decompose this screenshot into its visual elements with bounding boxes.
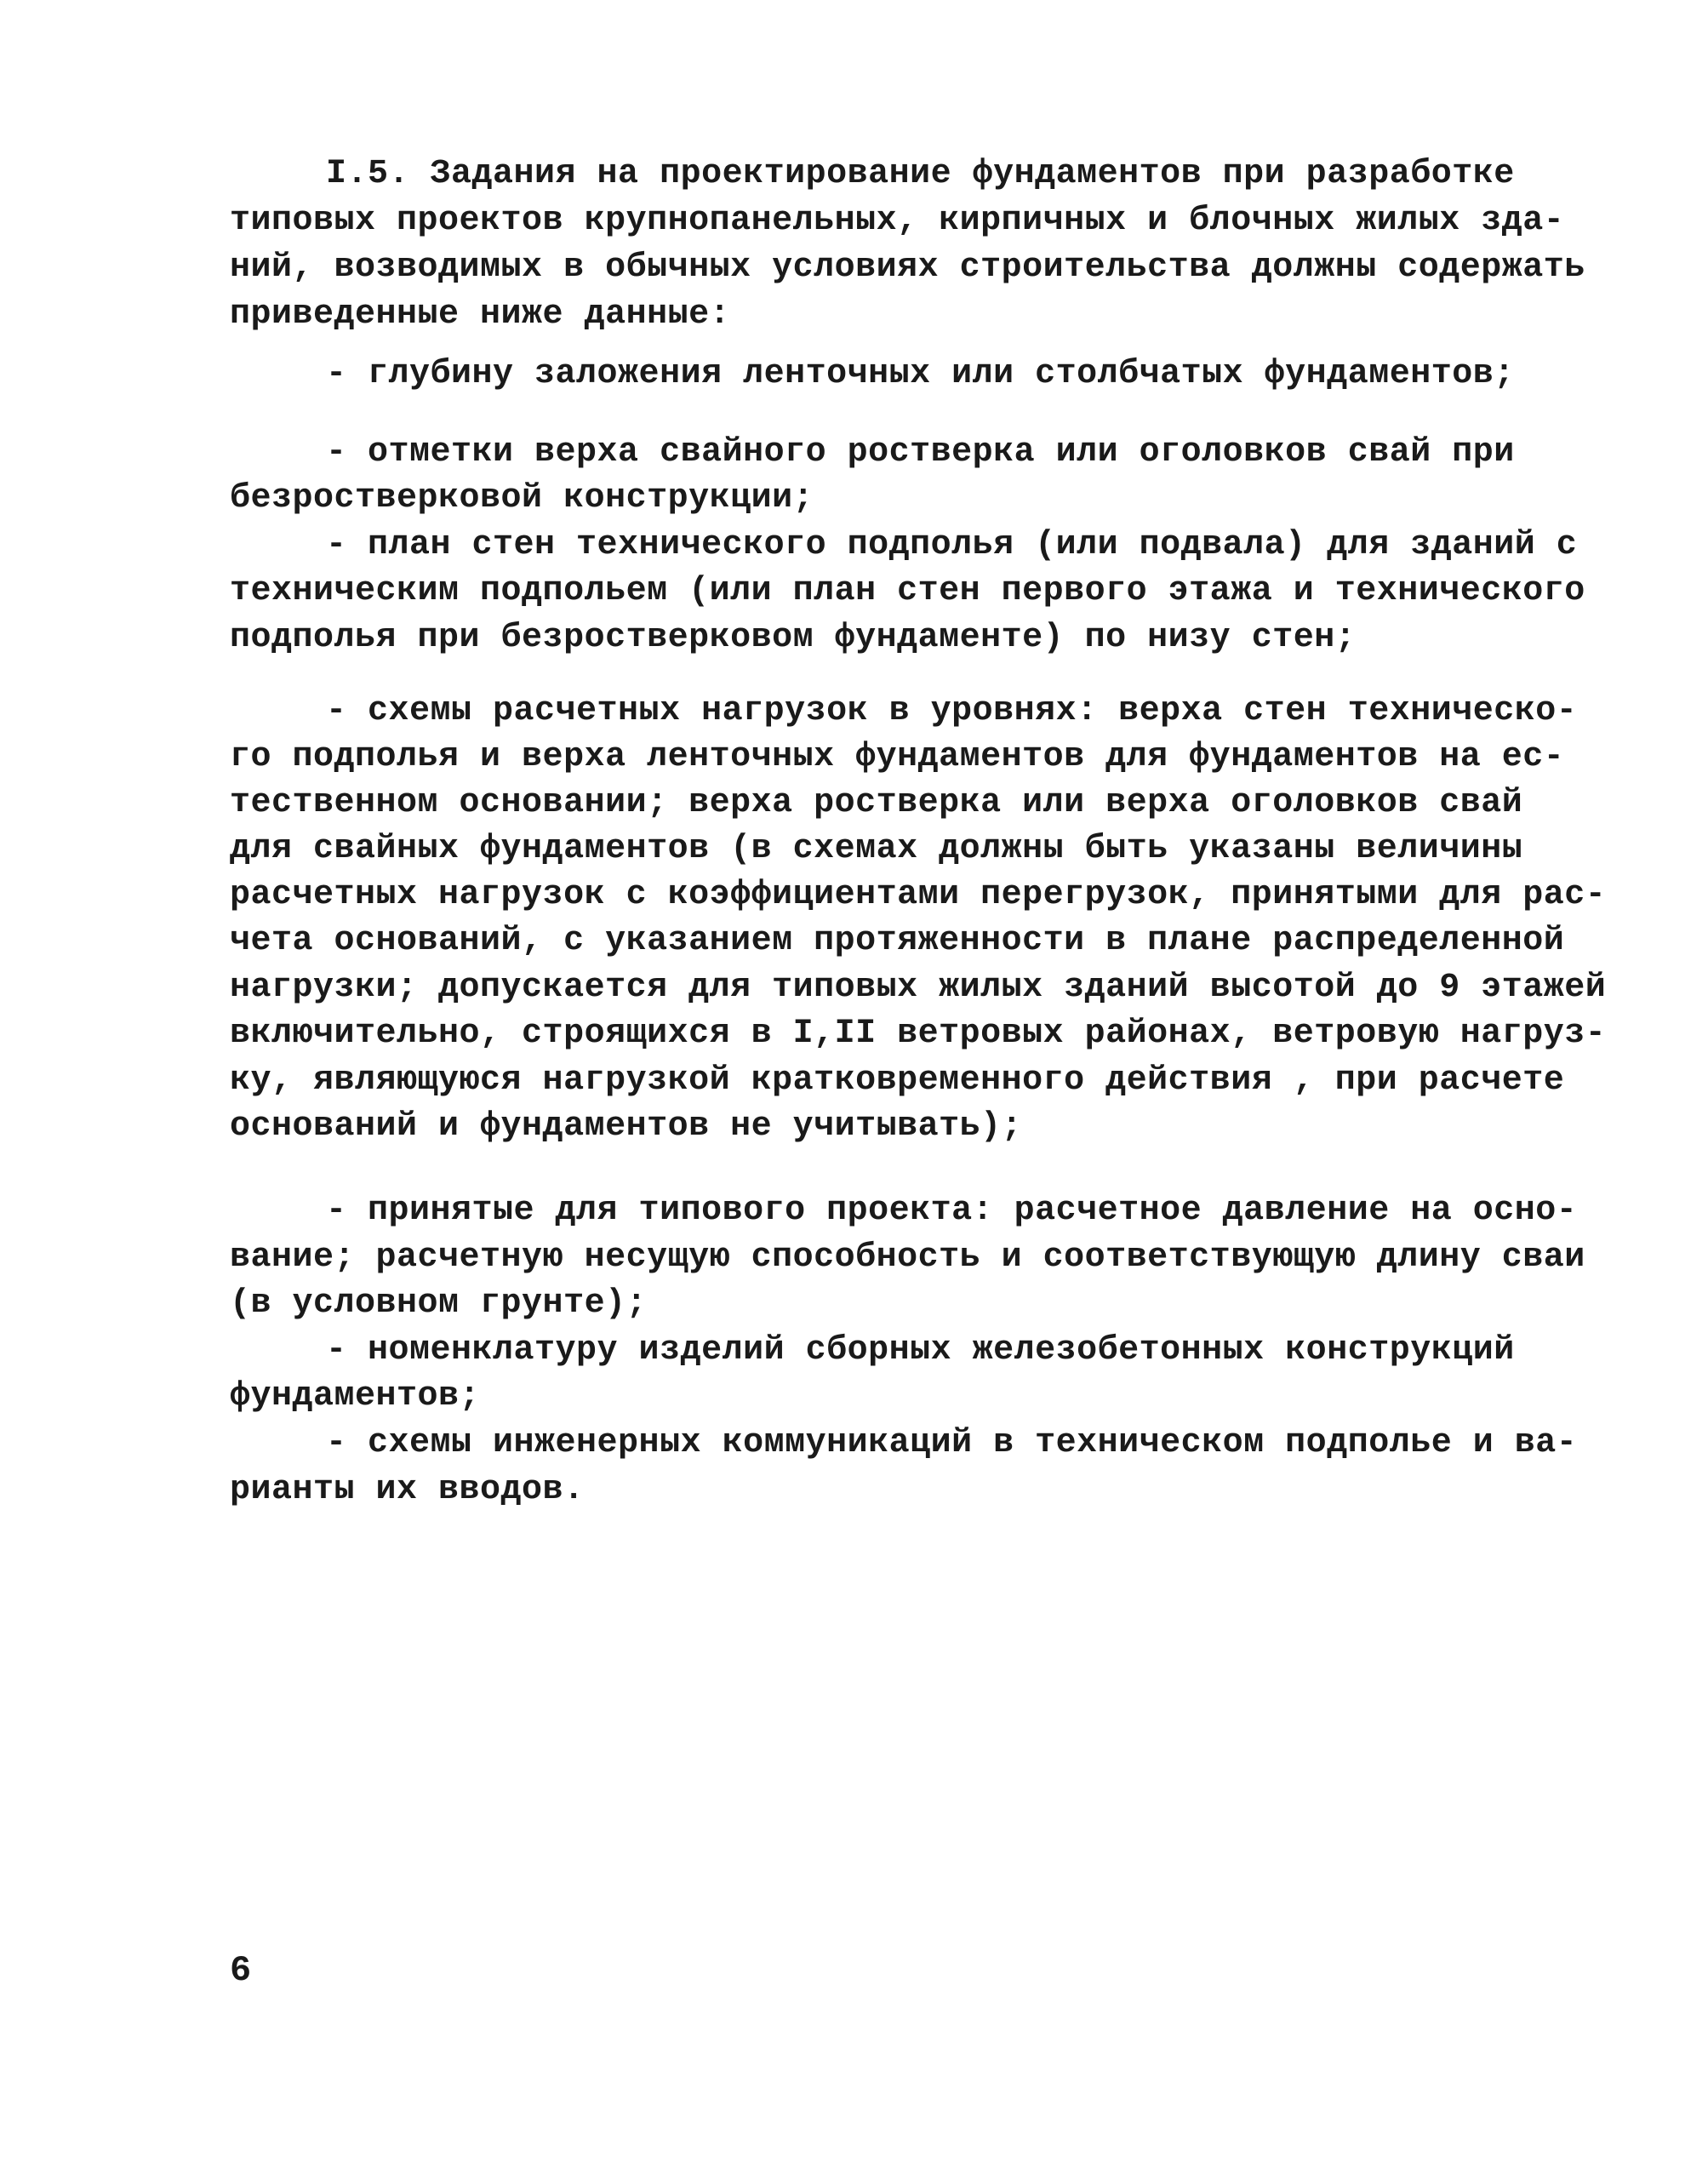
text-line: ний, возводимых в обычных условиях строительства должны содержать — [230, 249, 1585, 287]
text-line: подполья при безростверковом фундаменте) по низу стен; — [230, 619, 1357, 657]
text-line: чета оснований, с указанием протяженности в плане распределенной — [230, 922, 1565, 960]
page-number: 6 — [230, 1950, 252, 1991]
text-line: - схемы расчетных нагрузок в уровнях: верха стен техническо- — [326, 692, 1578, 730]
text-line: техническим подпольем (или план стен первого этажа и технического — [230, 572, 1585, 610]
text-line: фундаментов; — [230, 1377, 481, 1416]
text-line: ку, являющуюся нагрузкой кратковременного действия , при расчете — [230, 1061, 1565, 1100]
text-line: - схемы инженерных коммуникаций в техническом подполье и ва- — [326, 1424, 1578, 1462]
text-line: - номенклатуру изделий сборных железобетонных конструкций — [326, 1331, 1515, 1370]
text-line: безростверковой конструкции; — [230, 479, 814, 518]
text-line: расчетных нагрузок с коэффициентами перегрузок, принятыми для рас- — [230, 876, 1607, 914]
text-line: - принятые для типового проекта: расчетное давление на осно- — [326, 1192, 1578, 1230]
text-line: - план стен технического подполья (или подвала) для зданий с — [326, 526, 1578, 564]
text-line: приведенные ниже данные: — [230, 295, 731, 334]
text-line: для свайных фундаментов (в схемах должны быть указаны величины — [230, 830, 1523, 868]
text-line: - отметки верха свайного ростверка или оголовков свай при — [326, 433, 1515, 472]
text-line: го подполья и верха ленточных фундаментов для фундаментов на ес- — [230, 738, 1565, 776]
text-line: - глубину заложения ленточных или столбчатых фундаментов; — [326, 355, 1515, 393]
text-line: включительно, строящихся в I,II ветровых районах, ветровую нагруз- — [230, 1015, 1607, 1053]
text-line: тественном основании; верха ростверка или верха оголовков свай — [230, 784, 1523, 822]
text-line: вание; расчетную несущую способность и соответствующую длину сваи — [230, 1238, 1585, 1277]
text-line: типовых проектов крупнопанельных, кирпичных и блочных жилых зда- — [230, 202, 1565, 240]
text-line: I.5. Задания на проектирование фундаментов при разработке — [326, 155, 1515, 193]
text-line: (в условном грунте); — [230, 1284, 648, 1323]
text-line: рианты их вводов. — [230, 1471, 585, 1509]
text-line: нагрузки; допускается для типовых жилых зданий высотой до 9 этажей — [230, 969, 1607, 1007]
text-line: оснований и фундаментов не учитывать); — [230, 1107, 1023, 1146]
